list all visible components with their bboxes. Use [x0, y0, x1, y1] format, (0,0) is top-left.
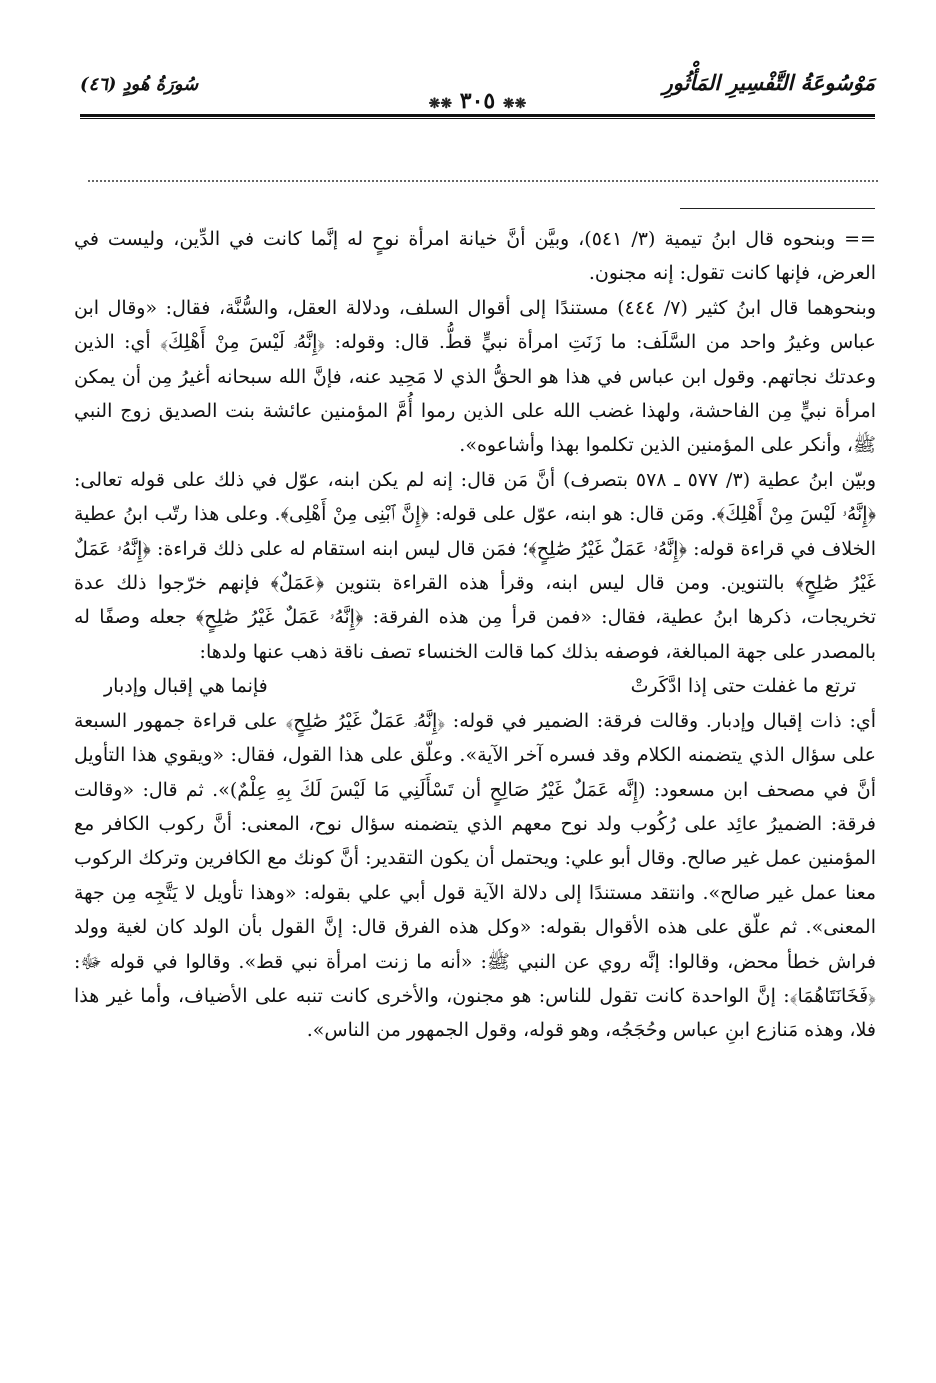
header-rule: [80, 114, 875, 117]
page-header: [80, 62, 875, 112]
dotted-separator: [88, 160, 878, 182]
paragraph: == وبنحوه قال ابنُ تيمية (٣/ ٥٤١)، وبيَّن أنَّ خيانة امرأة نوحٍ له إنَّما كانت في الدِّين، وليست في العرض، فإنها كانت تقول: إنه مجنون.: [74, 228, 876, 285]
page-number: ٣٠٥: [459, 88, 496, 114]
poetry-verse: [74, 669, 876, 703]
footnote-body: [74, 222, 876, 1342]
book-title: مَوْسُوعَةُ التَّفْسِيرِ المَأْثُورِ: [662, 70, 875, 95]
paragraph: وبنحوهما قال ابنُ كثير (٧/ ٤٤٤) مستندًا إلى أقوال السلف، ودلالة العقل، والسُّنَّة، فقال: «وقال ابن عباس وغيرُ واحد من السَّلَف: ما زَنَتِ امرأة نبيٍّ قطُّ. قال: وقوله: ﴿إِنَّهُۥ لَيْسَ مِنْ أَهْلِكَ﴾ أي: الذين وعدتك نجاتهم. وقول ابن عباس في هذا هو الحقُّ الذي لا مَحِيد عنه، فإنَّ الله سبحانه أغيرُ مِن أن يمكن امرأة نبيٍّ مِن الفاحشة، ولهذا غضب الله على الذين رموا أُمَّ المؤمنين عائشة بنت الصديق زوج النبي ﷺ، وأنكر على المؤمنين الذين تكلموا بهذا وأشاعوه».: [74, 296, 876, 457]
verse-hemistich-1: ترتع ما غفلت حتى إذا ادَّكَرتْ: [630, 675, 856, 698]
ornament-icon: ❋❋: [428, 96, 453, 112]
page-number-block: [429, 88, 527, 114]
footnote-rule: [680, 208, 875, 209]
header-rule-thin: [80, 118, 875, 119]
ornament-icon: ❋❋: [502, 96, 527, 112]
verse-hemistich-2: فإنما هي إقبال وإدبار: [104, 675, 268, 698]
surah-name: سُورَةُ هُودٍ (٤٦): [80, 74, 199, 95]
paragraph: وبيّن ابنُ عطية (٣/ ٥٧٧ ـ ٥٧٨ بتصرف) أنَّ مَن قال: إنه لم يكن ابنه، عوّل في ذلك على قوله تعالى: ﴿إِنَّهُۥ لَيْسَ مِنْ أَهْلِكَ﴾. ومَن قال: هو ابنه، عوّل على قوله: ﴿إِنَّ ٱبْنِى مِنْ أَهْلِى﴾. وعلى هذا رتّب ابنُ عطية الخلاف في قراءة قوله: ﴿إِنَّهُۥ عَمَلٌ غَيْرُ صَٰلِحٍ﴾؛ فمَن قال ليس ابنه استقام له على ذلك قراءة: ﴿إِنَّهُۥ عَمَلٌ غَيْرُ صَٰلِحٍ﴾ بالتنوين. ومن قال ليس ابنه، وقرأ هذه القراءة بتنوين ﴿عَمَلٌ﴾ فإنهم خرّجوا ذلك عدة تخريجات، ذكرها ابنُ عطية، فقال: «فمن قرأ مِن هذه الفرقة: ﴿إِنَّهُۥ عَمَلٌ غَيْرُ صَٰلِحٍ﴾ جعله وصفًا له بالمصدر على جهة المبالغة، فوصفه بذلك كما قالت الخنساء تصف ناقة ذهب عنها ولدها:: [74, 468, 876, 663]
paragraph: أي: ذات إقبال وإدبار. وقالت فرقة: الضمير في قوله: ﴿إِنَّهُۥ عَمَلٌ غَيْرُ صَٰلِحٍ﴾ على قراءة جمهور السبعة على سؤال الذي يتضمنه الكلام وقد فسره آخر الآية». وعلّق على هذا القول، فقال: «ويقوي هذا التأويل أنَّ في مصحف ابن مسعود: (إِنَّه عَمَلٌ غَيْرُ صَالِحٍ أن تَسْأَلَنِي مَا لَيْسَ لَكَ بِهِ عِلْمٌ)». ثم قال: «وقالت فرقة: الضميرُ عائِد على رُكُوب ولد نوح معهم الذي يتضمنه سؤال نوح، المعنى: أنَّ ركوب الكافر مع المؤمنين عمل غير صالح. وقال أبو علي: ويحتمل أن يكون التقدير: أنَّ كونك مع الكافرين وتركك الركوب معنا عمل غير صالح». وانتقد مستندًا إلى دلالة الآية قول أبي علي بقوله: «وهذا تأويل لا يَتَّجِه مِن جهة المعنى». ثم علّق على هذه الأقوال بقوله: «وكل هذه الفرق قال: إنَّ القول بأن الولد كان لغية وولد فراش خطأ محض، وقالوا: إنَّه روي عن النبي ﷺ: «أنه ما زنت امرأة نبي قط». وقالوا في قوله ﷻ: ﴿فَخَانَتَاهُمَا﴾: إنَّ الواحدة كانت تقول للناس: هو مجنون، والأخرى كانت تنبه على الأضياف، وأما غير هذا فلا، وهذه مَنازع ابنِ عباس وحُجَجُه، وهو قوله، وقول الجمهور من الناس».: [74, 709, 876, 1042]
